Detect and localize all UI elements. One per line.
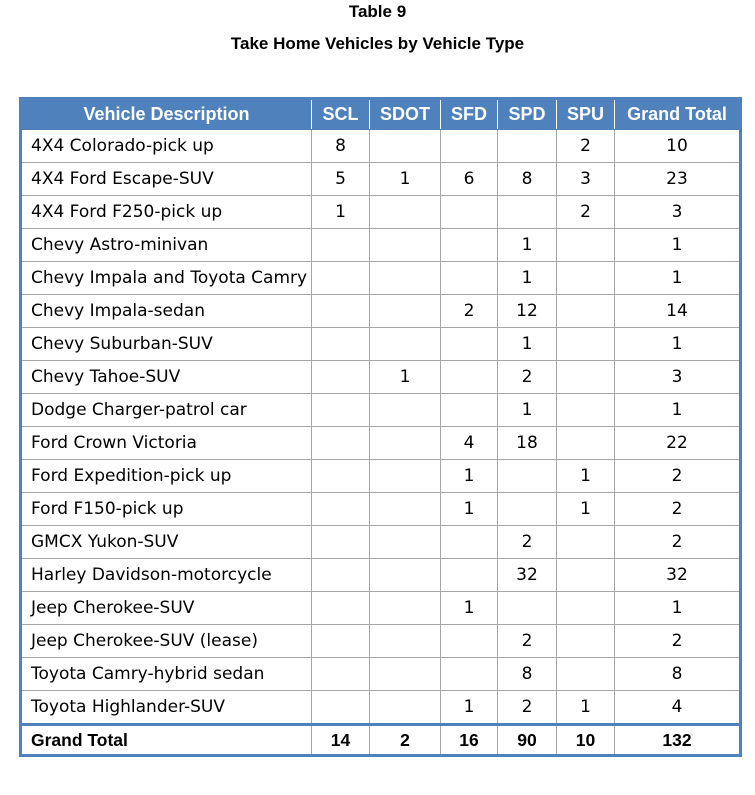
- count-cell: [312, 427, 370, 460]
- table-row: [21, 196, 741, 229]
- table-row: [21, 361, 741, 394]
- count-cell: [441, 196, 498, 229]
- count-cell: [370, 460, 441, 493]
- count-cell: [557, 559, 615, 592]
- vehicle-description-cell: 4X4 Colorado-pick up: [21, 130, 312, 163]
- table-row: [21, 460, 741, 493]
- count-cell: 1: [498, 262, 557, 295]
- column-header-grand-total: Grand Total: [615, 99, 741, 130]
- count-cell: 12: [498, 295, 557, 328]
- count-cell: 1: [557, 493, 615, 526]
- count-cell: 23: [615, 163, 741, 196]
- count-cell: [557, 658, 615, 691]
- table-row: [21, 559, 741, 592]
- vehicle-description-cell: Jeep Cherokee-SUV: [21, 592, 312, 625]
- count-cell: [370, 328, 441, 361]
- count-cell: 1: [498, 394, 557, 427]
- table-row: [21, 493, 741, 526]
- count-cell: [441, 229, 498, 262]
- count-cell: 2: [498, 361, 557, 394]
- vehicle-description-cell: Toyota Camry-hybrid sedan: [21, 658, 312, 691]
- count-cell: [557, 526, 615, 559]
- vehicle-description-cell: Harley Davidson-motorcycle: [21, 559, 312, 592]
- count-cell: [557, 229, 615, 262]
- count-cell: [498, 460, 557, 493]
- count-cell: 1: [615, 592, 741, 625]
- total-cell: 132: [615, 725, 741, 756]
- table-row: [21, 625, 741, 658]
- vehicle-description-cell: Ford Crown Victoria: [21, 427, 312, 460]
- vehicle-description-cell: Chevy Impala and Toyota Camry: [21, 262, 312, 295]
- count-cell: [370, 295, 441, 328]
- count-cell: 1: [441, 592, 498, 625]
- count-cell: [498, 592, 557, 625]
- column-header-vehicle-description: Vehicle Description: [21, 99, 312, 130]
- table-number: Table 9: [348, 2, 407, 21]
- count-cell: [312, 328, 370, 361]
- vehicle-description-cell: Toyota Highlander-SUV: [21, 691, 312, 725]
- count-cell: [441, 130, 498, 163]
- total-cell: 90: [498, 725, 557, 756]
- count-cell: 1: [557, 460, 615, 493]
- count-cell: [441, 394, 498, 427]
- count-cell: [441, 328, 498, 361]
- count-cell: 1: [615, 229, 741, 262]
- count-cell: 8: [312, 130, 370, 163]
- count-cell: 2: [441, 295, 498, 328]
- count-cell: 3: [557, 163, 615, 196]
- table-row: [21, 295, 741, 328]
- count-cell: 3: [615, 361, 741, 394]
- count-cell: 4: [615, 691, 741, 725]
- table-row: [21, 262, 741, 295]
- count-cell: [557, 625, 615, 658]
- count-cell: [370, 229, 441, 262]
- count-cell: [498, 130, 557, 163]
- count-cell: 10: [615, 130, 741, 163]
- count-cell: 3: [615, 196, 741, 229]
- vehicle-description-cell: Chevy Astro-minivan: [21, 229, 312, 262]
- count-cell: 1: [615, 328, 741, 361]
- count-cell: 8: [498, 163, 557, 196]
- count-cell: [312, 691, 370, 725]
- count-cell: [370, 592, 441, 625]
- table-row: [21, 394, 741, 427]
- table-row: [21, 130, 741, 163]
- table-row: [21, 328, 741, 361]
- vehicle-description-cell: Chevy Suburban-SUV: [21, 328, 312, 361]
- vehicle-description-cell: GMCX Yukon-SUV: [21, 526, 312, 559]
- table-row: [21, 427, 741, 460]
- count-cell: [312, 559, 370, 592]
- count-cell: [370, 526, 441, 559]
- count-cell: 6: [441, 163, 498, 196]
- count-cell: [370, 691, 441, 725]
- total-cell: 2: [370, 725, 441, 756]
- table-row: [21, 691, 741, 725]
- count-cell: 1: [370, 361, 441, 394]
- count-cell: [557, 361, 615, 394]
- count-cell: [312, 262, 370, 295]
- count-cell: 2: [498, 526, 557, 559]
- vehicle-description-cell: Ford F150-pick up: [21, 493, 312, 526]
- count-cell: 1: [615, 262, 741, 295]
- count-cell: [441, 559, 498, 592]
- column-header-sdot: SDOT: [370, 99, 441, 130]
- column-header-spu: SPU: [557, 99, 615, 130]
- count-cell: [312, 361, 370, 394]
- count-cell: [370, 625, 441, 658]
- count-cell: [370, 262, 441, 295]
- count-cell: [370, 427, 441, 460]
- count-cell: 4: [441, 427, 498, 460]
- column-header-scl: SCL: [312, 99, 370, 130]
- table-title: Take Home Vehicles by Vehicle Type: [230, 34, 525, 53]
- count-cell: [370, 493, 441, 526]
- count-cell: 2: [615, 625, 741, 658]
- count-cell: [312, 526, 370, 559]
- count-cell: [498, 493, 557, 526]
- count-cell: [557, 394, 615, 427]
- grand-total-label: Grand Total: [21, 725, 312, 756]
- count-cell: 8: [615, 658, 741, 691]
- count-cell: 32: [615, 559, 741, 592]
- count-cell: 1: [441, 691, 498, 725]
- count-cell: 1: [498, 229, 557, 262]
- vehicle-description-cell: Ford Expedition-pick up: [21, 460, 312, 493]
- count-cell: [312, 493, 370, 526]
- count-cell: [441, 526, 498, 559]
- vehicle-description-cell: Chevy Impala-sedan: [21, 295, 312, 328]
- count-cell: [557, 262, 615, 295]
- count-cell: 2: [615, 493, 741, 526]
- table-row: [21, 592, 741, 625]
- vehicle-description-cell: Chevy Tahoe-SUV: [21, 361, 312, 394]
- count-cell: 1: [441, 493, 498, 526]
- count-cell: 2: [498, 625, 557, 658]
- table-row: [21, 229, 741, 262]
- count-cell: 32: [498, 559, 557, 592]
- column-header-sfd: SFD: [441, 99, 498, 130]
- total-cell: 16: [441, 725, 498, 756]
- count-cell: 2: [557, 130, 615, 163]
- count-cell: 2: [615, 526, 741, 559]
- count-cell: [370, 196, 441, 229]
- count-cell: 2: [557, 196, 615, 229]
- count-cell: [441, 361, 498, 394]
- count-cell: [312, 460, 370, 493]
- count-cell: [312, 592, 370, 625]
- count-cell: [441, 262, 498, 295]
- column-header-spd: SPD: [498, 99, 557, 130]
- count-cell: 18: [498, 427, 557, 460]
- count-cell: 1: [498, 328, 557, 361]
- total-cell: 10: [557, 725, 615, 756]
- count-cell: [557, 328, 615, 361]
- table-body: [21, 130, 741, 756]
- vehicle-description-cell: Dodge Charger-patrol car: [21, 394, 312, 427]
- count-cell: 1: [615, 394, 741, 427]
- count-cell: [557, 427, 615, 460]
- count-cell: [441, 625, 498, 658]
- count-cell: 5: [312, 163, 370, 196]
- count-cell: [557, 592, 615, 625]
- count-cell: 1: [312, 196, 370, 229]
- header-row: [21, 99, 741, 130]
- count-cell: [370, 394, 441, 427]
- count-cell: [370, 559, 441, 592]
- count-cell: 2: [615, 460, 741, 493]
- total-cell: 14: [312, 725, 370, 756]
- grand-total-row: [21, 725, 741, 756]
- count-cell: [557, 295, 615, 328]
- count-cell: [441, 658, 498, 691]
- count-cell: [370, 130, 441, 163]
- count-cell: 1: [370, 163, 441, 196]
- vehicle-type-table: [19, 97, 742, 757]
- table-row: [21, 526, 741, 559]
- count-cell: 2: [498, 691, 557, 725]
- count-cell: 8: [498, 658, 557, 691]
- count-cell: [498, 196, 557, 229]
- vehicle-description-cell: Jeep Cherokee-SUV (lease): [21, 625, 312, 658]
- count-cell: 1: [557, 691, 615, 725]
- count-cell: [312, 229, 370, 262]
- count-cell: 1: [441, 460, 498, 493]
- count-cell: 14: [615, 295, 741, 328]
- count-cell: [312, 658, 370, 691]
- count-cell: 22: [615, 427, 741, 460]
- count-cell: [312, 295, 370, 328]
- vehicle-description-cell: 4X4 Ford Escape-SUV: [21, 163, 312, 196]
- table-row: [21, 163, 741, 196]
- table-row: [21, 658, 741, 691]
- count-cell: [312, 394, 370, 427]
- vehicle-description-cell: 4X4 Ford F250-pick up: [21, 196, 312, 229]
- count-cell: [370, 658, 441, 691]
- count-cell: [312, 625, 370, 658]
